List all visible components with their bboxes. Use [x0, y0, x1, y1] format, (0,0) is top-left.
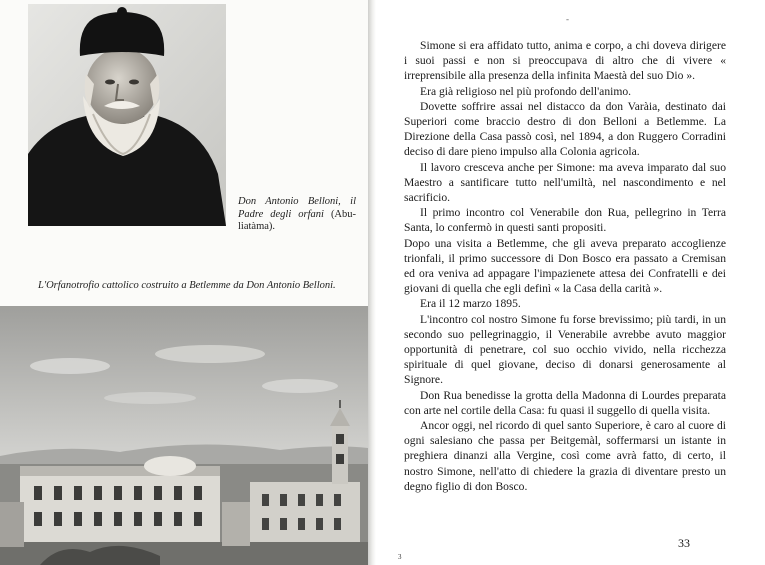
- portrait-caption-italic: Don Antonio Belloni, il Padre degli orfani: [238, 196, 356, 220]
- paragraph: Dovette soffrire assai nel distacco da don Varàia, destinato dai Superiori come braccio destro di don Belloni a Betlemme. La Direzione della Casa passò così, nel 1894, a don Ruggero Corradini deciso di dare pieno impulso alla Colonia agricola.: [404, 99, 726, 159]
- paragraph: Dopo una visita a Betlemme, che gli aveva preparato accoglienze trionfali, il primo successore di Don Bosco era passato a Cremisan ed ora veniva ad appagare l'impazienete attesa dei Confratelli e dei giovani di quella che egli definì « la Casa della carità ».: [404, 236, 726, 296]
- paragraph: Ancor oggi, nel ricordo di quel santo Superiore, è caro al cuore di ogni salesiano che passa per Beitgemàl, soffermarsi un istante in preghiera dinanzi alla Vergine, così come avrà fatto, di certo, il nostro Simone, nell'atto di chiedere la grazia di diventare presto un degno figlio di don Bosco.: [404, 419, 726, 493]
- paragraph: Era il 12 marzo 1895.: [420, 297, 521, 311]
- paragraph: L'incontro col nostro Simone fu forse brevissimo; più tardi, in un secondo suo pellegrinaggio, il Venerabile avrebbe avuto maggior opportunità di penetrare, col suo occhio vivido, nella ricchezza spirituale di quel giovane, deciso di donarsi generosamente al Signore.: [404, 312, 726, 387]
- right-page: [376, 0, 765, 565]
- portrait-photo: [28, 4, 226, 226]
- orphanage-photo: [0, 306, 368, 565]
- paragraph: Era già religioso nel più profondo dell'animo.: [420, 84, 632, 98]
- portrait-caption: [238, 196, 356, 234]
- orphanage-caption: L'Orfanotrofio cattolico costruito a Betlemme da Don Antonio Belloni.: [38, 280, 336, 291]
- paragraph: Il primo incontro col Venerabile don Rua, pellegrino in Terra Santa, lo confermò in questi santi propositi.: [404, 206, 726, 235]
- paragraph: Simone si era affidato tutto, anima e corpo, a chi doveva dirigere i suoi passi e non si preoccupava di altro che di vivere « irreprensibile alla presenza della infinita Maestà del suo Dio ».: [404, 39, 726, 83]
- paragraph: Don Rua benedisse la grotta della Madonna di Lourdes preparata con arte nel cortile della Casa: fu quasi il suggello di quella visita.: [404, 388, 726, 417]
- portrait-caption-plain: (Abu-liatàma).: [238, 208, 357, 232]
- paragraph: Il lavoro cresceva anche per Simone: ma aveva imparato dal suo Maestro a santificare tutto nell'umiltà, nel nascondimento e nel sacrificio.: [404, 160, 726, 205]
- page-number: 33: [678, 536, 690, 550]
- body-text: [404, 38, 726, 494]
- page-gutter: [368, 0, 376, 565]
- speck-mark: -: [566, 14, 569, 24]
- left-page: [0, 0, 372, 565]
- folio-mark: 3: [398, 553, 402, 561]
